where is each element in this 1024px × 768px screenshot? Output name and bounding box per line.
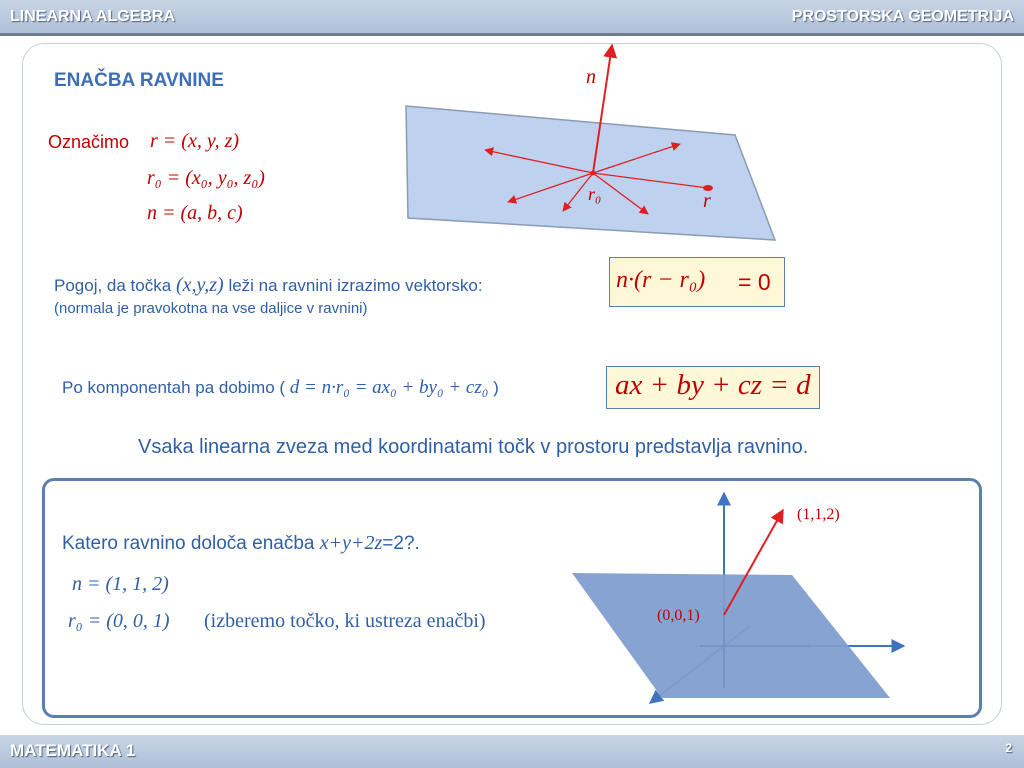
example-3d-diagram <box>570 488 920 718</box>
header-course-title: LINEARNA ALGEBRA <box>10 8 176 25</box>
condition-text-end: leži na ravnini izrazimo vektorsko: <box>228 276 483 295</box>
plane-equation-box <box>606 366 820 409</box>
page-number: 2 <box>1005 741 1012 755</box>
condition-line-2: (normala je pravokotna na vse daljice v ravnini) <box>54 300 368 317</box>
vector-equation: n·(r − r₀) <box>616 267 706 293</box>
example-point: r₀ = (0, 0, 1) <box>68 610 170 632</box>
header-bar <box>0 0 1024 36</box>
equation-n: n = (a, b, c) <box>147 202 243 224</box>
plane-equation: ax + by + cz = d <box>615 369 811 401</box>
condition-point: (x,y,z) <box>175 274 224 296</box>
example-question-end: =2?. <box>382 533 420 554</box>
label-r0: r₀ <box>588 184 602 204</box>
intro-label: Označimo <box>48 132 130 152</box>
slide-title: ENAČBA RAVNINE <box>54 70 224 91</box>
equation-r: r = (x, y, z) <box>150 130 240 152</box>
condition-line-1 <box>54 274 483 297</box>
example-question <box>62 532 420 555</box>
components-equation: d = n·r₀ = ax₀ + by₀ + cz₀ <box>289 377 489 398</box>
condition-text-start: Pogoj, da točka <box>54 276 172 295</box>
vector-equation-rhs: = 0 <box>738 269 771 295</box>
components-text: Po komponentah pa dobimo ( <box>62 378 286 397</box>
point-r0 <box>591 171 596 176</box>
footer-bar <box>0 735 1024 768</box>
components-close: ) <box>493 378 499 397</box>
footer-course: MATEMATIKA 1 <box>10 741 136 760</box>
example-question-text: Katero ravnino določa enačba <box>62 533 315 554</box>
label-r: r <box>703 190 711 212</box>
vector-label-112: (1,1,2) <box>797 506 840 523</box>
example-question-equation: x+y+2z <box>319 532 383 554</box>
vector-equation-box <box>609 257 785 307</box>
example-plane <box>572 573 890 698</box>
components-line <box>62 377 499 399</box>
example-normal: n = (1, 1, 2) <box>72 573 169 595</box>
general-statement: Vsaka linearna zveza med koordinatami točk v prostoru predstavlja ravnino. <box>138 436 809 458</box>
label-n: n <box>586 66 596 88</box>
equation-r0: r₀ = (x₀, y₀, z₀) <box>147 167 265 189</box>
header-section-title: PROSTORSKA GEOMETRIJA <box>791 8 1014 25</box>
example-note: (izberemo točko, ki ustreza enačbi) <box>204 610 486 632</box>
point-label-001: (0,0,1) <box>657 607 700 624</box>
